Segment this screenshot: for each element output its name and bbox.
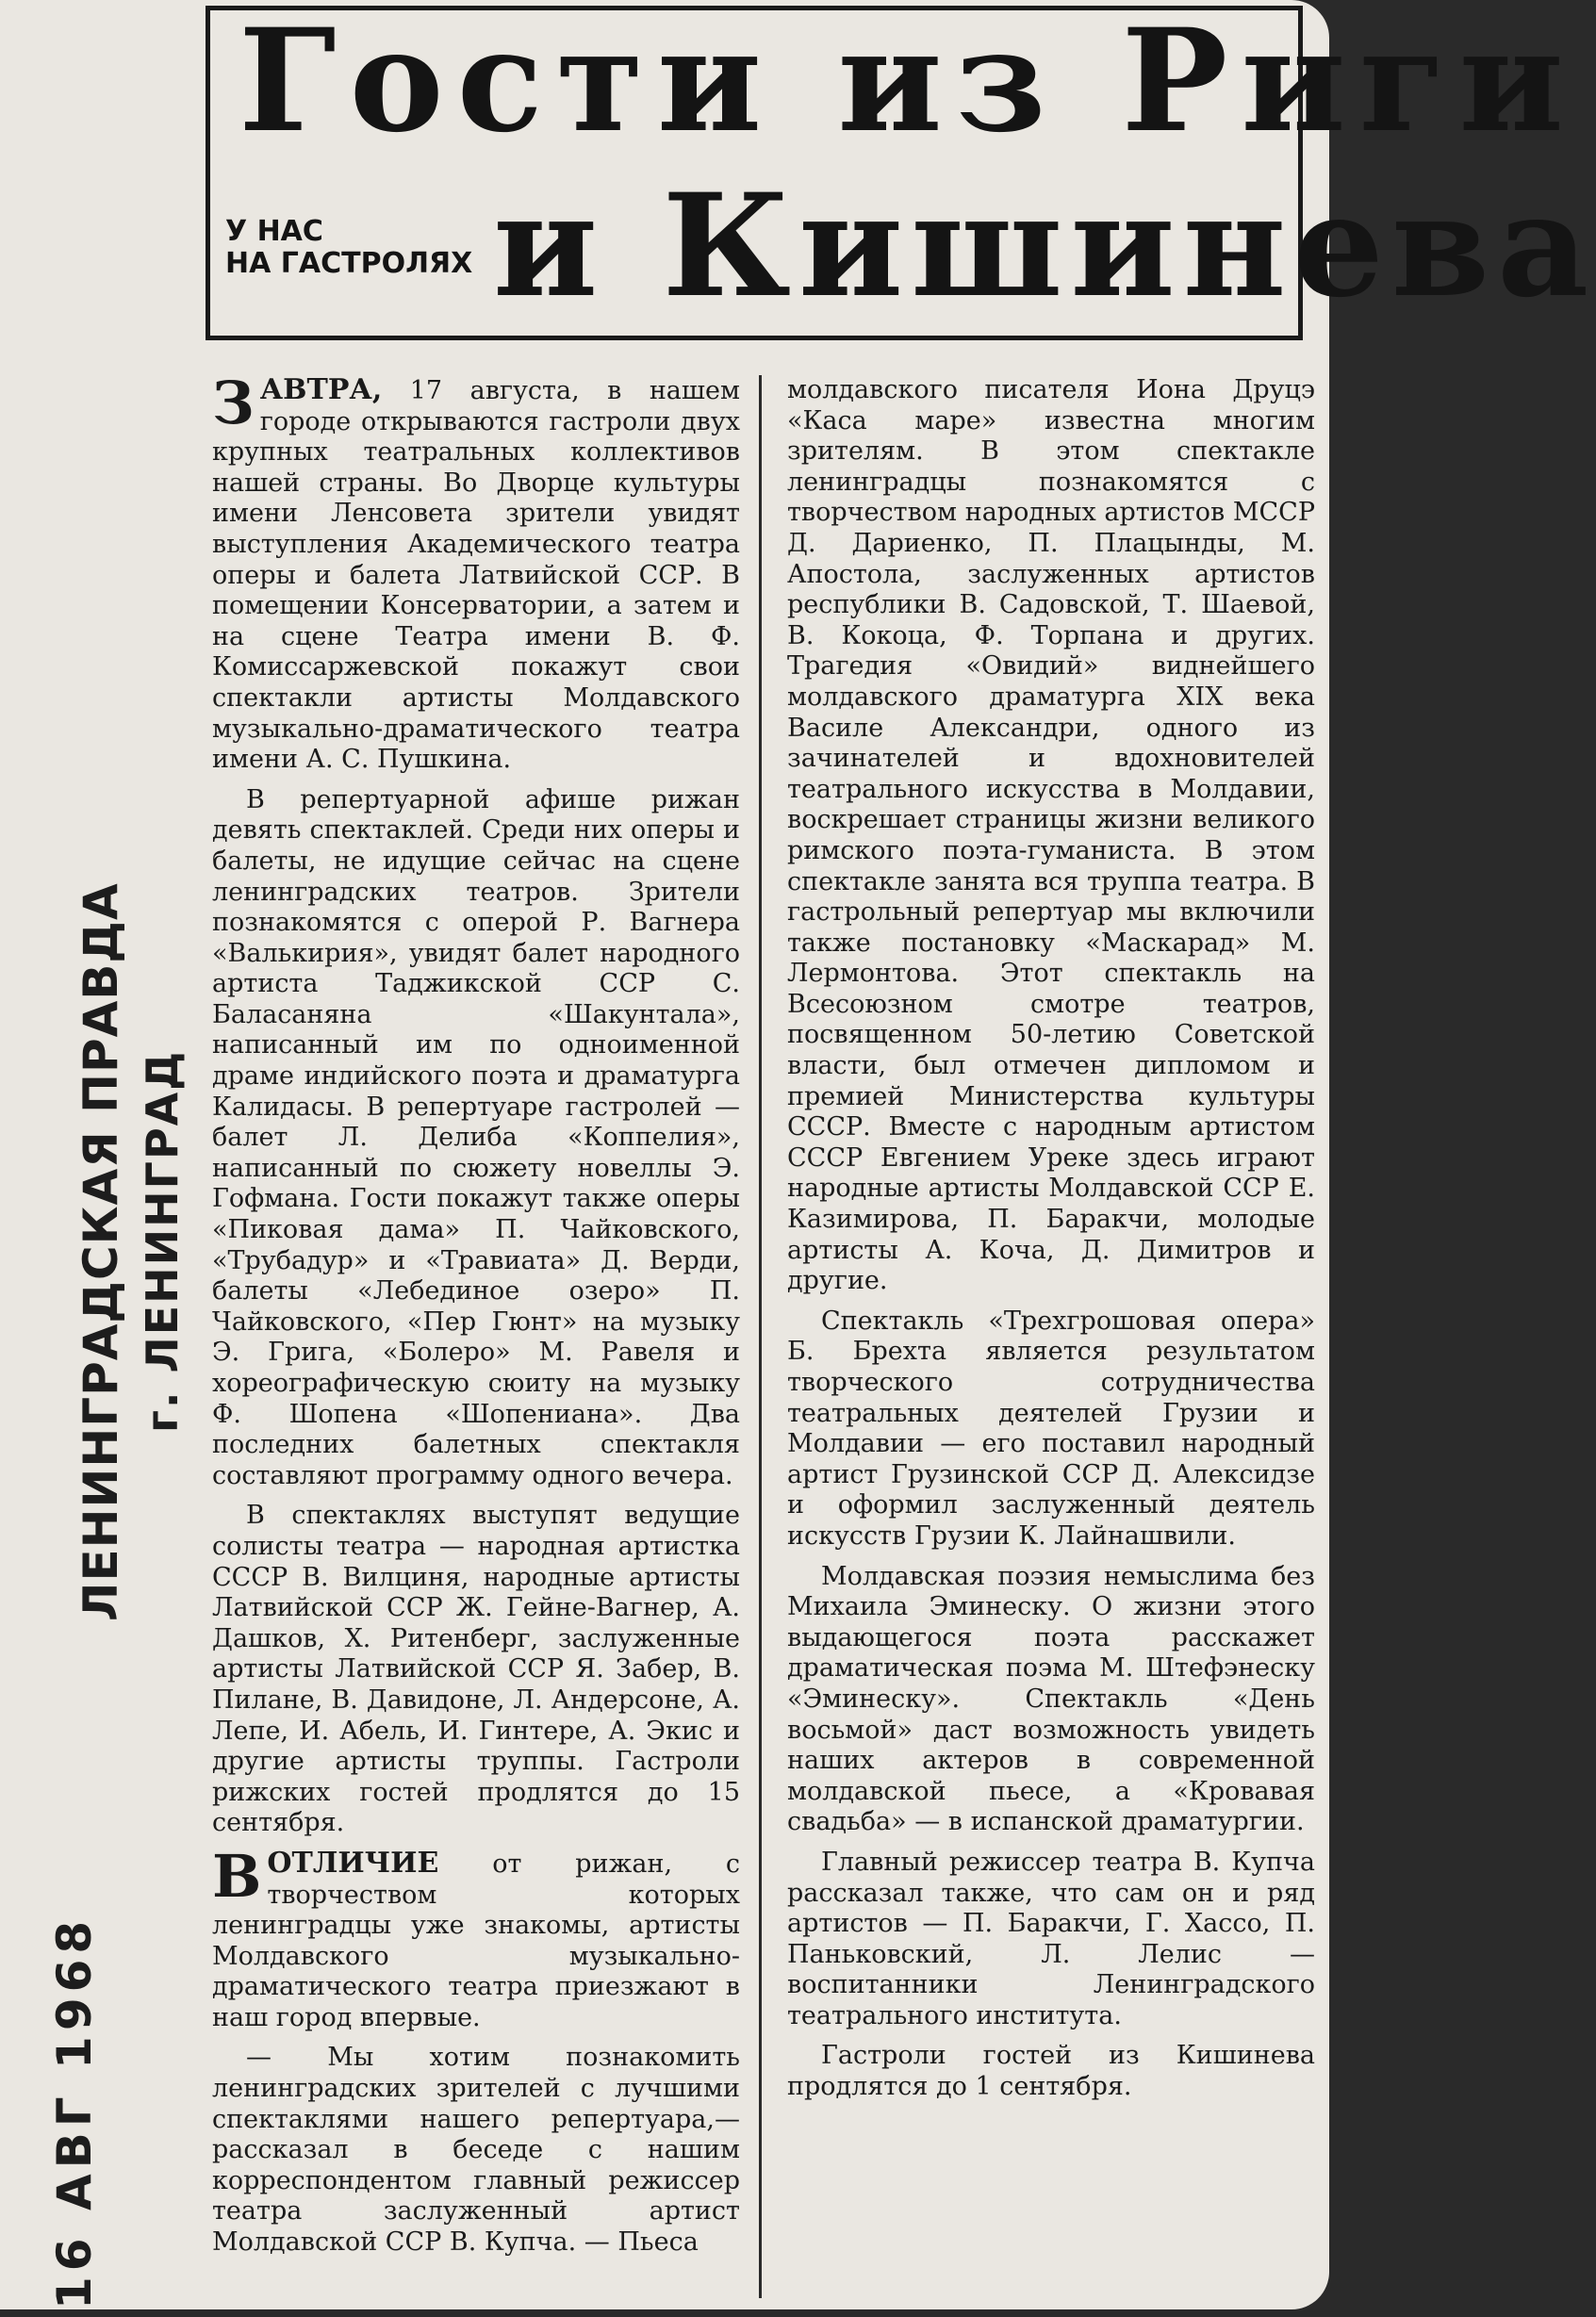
paragraph-5: — Мы хотим познакомить ленинградских зрителей с лучшими спектаклями нашего репертуара,— рассказал в беседе с нашим корреспондентом главный режиссер театра заслуженный артист Молдавской ССР В. Купча. — Пьеса [212, 2043, 740, 2258]
rubric-line-2: НА ГАСТРОЛЯХ [225, 247, 473, 280]
article-body [193, 369, 1315, 2298]
paragraph-text: 17 августа, в нашем городе открываются гастроли двух крупных театральных коллективов нашей страны. Во Дворце культуры имени Ленсовета зрители увидят выступления Академического театра оперы и балета Латвийской ССР. В помещении Консерватории, а затем и на сцене Театра имени В. Ф. Комиссаржевской покажут свои спектакли артисты Молдавского музыкально-драматического театра имени А. С. Пушкина. [212, 376, 740, 775]
headline-line-1: Гости из Риги [239, 0, 1577, 164]
headline-line-2: и Кишинева [493, 163, 1596, 329]
article-column-left [212, 369, 740, 2268]
archive-stamp [0, 0, 189, 2309]
drop-cap: В [212, 1841, 262, 1911]
paragraph-7: Молдавская поэзия немыслима без Михаила Эминеску. О жизни этого выдающегося поэта расскажет драматическая поэма М. Штефэнеску «Эминеску». Спектакль «День восьмой» даст возможность увидеть наших актеров в современной молдавской пьесе, а «Кровавая свадьба» — в испанской драматургии. [787, 1561, 1315, 1837]
rubric-line-1: У НАС [225, 215, 323, 248]
paragraph-4 [212, 1841, 740, 2034]
drop-cap: З [212, 369, 255, 437]
paragraph-1 [212, 369, 740, 776]
column-divider [759, 375, 762, 2298]
stamp-city: г. ЛЕНИНГРАД [137, 1049, 188, 1433]
stamp-newspaper-name: ЛЕНИНГРАДСКАЯ ПРАВДА [74, 882, 128, 1621]
paragraph-2: В репертуарной афише рижан девять спектаклей. Среди них оперы и балеты, не идущие сейчас на сцене ленинградских театров. Зрители познакомятся с оперой Р. Вагнера «Валькирия», увидят балет народного артиста Таджикской ССР С. Баласаняна «Шакунтала», написанный им по одноименной драме индийского поэта и драматурга Калидасы. В репертуаре гастролей — балет Л. Делиба «Коппелия», написанный по сюжету новеллы Э. Гофмана. Гости покажут также оперы «Пиковая дама» П. Чайковского, «Трубадур» и «Травиата» Д. Верди, балеты «Лебединое озеро» П. Чайковского, «Пер Гюнт» на музыку Э. Грига, «Болеро» М. Равеля и хореографическую сюиту на музыку Ф. Шопена «Шопениана». Два последних балетных спектакля составляют программу одного вечера. [212, 784, 740, 1490]
paragraph-3: В спектаклях выступят ведущие солисты театра — народная артистка СССР В. Вилциня, народные артисты Латвийской ССР Ж. Гейне-Вагнер, А. Дашков, Х. Ритенберг, заслуженные артисты Латвийской ССР Я. Забер, В. Пилане, В. Давидоне, Л. Андерсоне, А. Лепе, И. Абель, И. Гинтере, А. Экис и другие артисты труппы. Гастроли рижских гостей продлятся до 15 сентября. [212, 1501, 740, 1838]
paragraph-6: Спектакль «Трехгрошовая опера» Б. Брехта является результатом творческого сотрудничества театральных деятелей Грузии и Молдавии — его поставил народный артист Грузинской ССР Д. Алексидзе и оформил заслуженный деятель искусств Грузии К. Лайнашвили. [787, 1306, 1315, 1551]
rubric-label [225, 216, 472, 280]
paragraph-5-continued: молдавского писателя Иона Друцэ «Каса маре» известна многим зрителям. В этом спектакле ленинградцы познакомятся с творчеством народных артистов МССР Д. Дариенко, П. Плацынды, М. Апостола, заслуженных артистов республики В. Садовской, Т. Шаевой, В. Кокоца, Ф. Торпана и других. Трагедия «Овидий» виднейшего молдавского драматурга XIX века Василе Александри, одного из зачинателей и вдохновителей театрального искусства в Молдавии, воскрешает страницы жизни великого римского поэта-гуманиста. В этом спектакле занята вся труппа театра. В гастрольный репертуар мы включили также постановку «Маскарад» М. Лермонтова. Этот спектакль на Всесоюзном смотре театров, посвященном 50-летию Советской власти, был отмечен дипломом и премией Министерства культуры СССР. Вместе с народным артистом СССР Евгением Уреке здесь играют народные артисты Молдавской ССР Е. Казимирова, П. Баракчи, молодые артисты А. Коча, Д. Димитров и другие. [787, 375, 1315, 1296]
headline-box [206, 0, 1596, 340]
stamp-date: 16 АВГ 1968 [47, 1914, 102, 2309]
paragraph-8: Главный режиссер театра В. Купча рассказал также, что сам он и ряд артистов — П. Баракчи, Г. Хассо, П. Паньковский, Л. Лелис — воспитанники Ленинградского театрального института. [787, 1847, 1315, 2030]
article-column-right [787, 375, 1315, 2112]
lead-word: АВТРА, [259, 373, 383, 406]
paragraph-text: от рижан, с творчеством которых ленинградцы уже знакомы, артисты Молдавского музыкально-драматического театра приезжают в наш город впервые. [212, 1849, 740, 2032]
paragraph-9: Гастроли гостей из Кишинева продлятся до 1 сентября. [787, 2041, 1315, 2102]
lead-word: ОТЛИЧИЕ [267, 1846, 439, 1880]
